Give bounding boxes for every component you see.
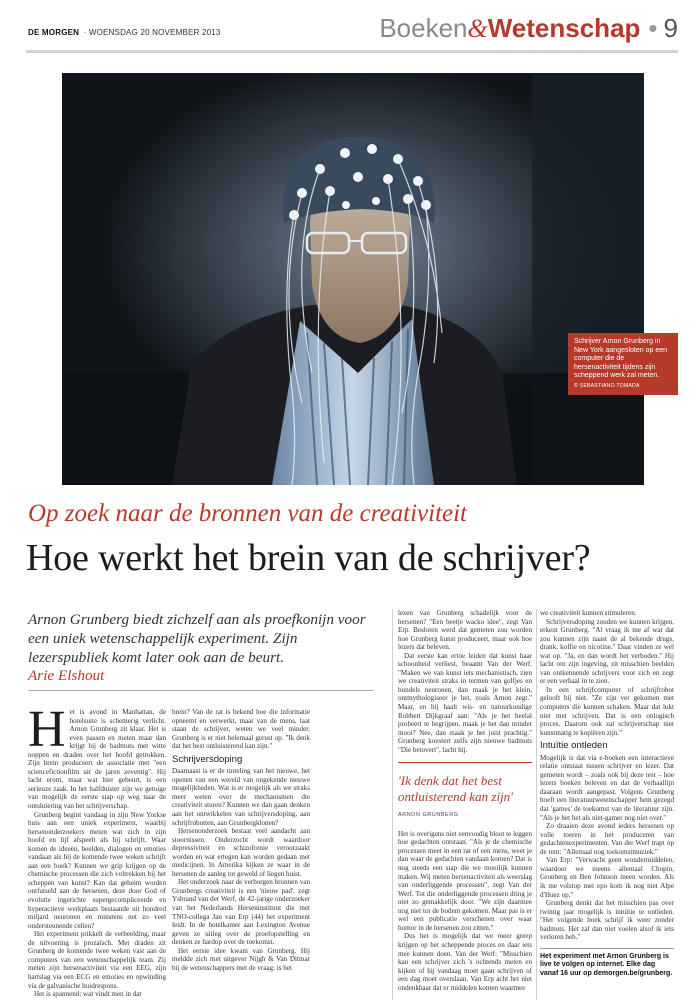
paragraph: Het eerste idee kwam van Grunberg. Hij meldde zich met uitgever Nijgh & Van Ditmar bij de wetenschappers met de vraag: is het <box>172 946 310 972</box>
body-column-2 <box>172 708 310 1000</box>
page-header <box>18 10 680 50</box>
photo-credit: © SEBASTIANO TOMADA <box>574 382 640 389</box>
promo-rule <box>540 948 674 949</box>
body-column-4 <box>540 609 674 1000</box>
column-rule <box>536 609 537 1000</box>
caption-text: Schrijver Arnon Grunberg in New York aangesloten op een computer die de hersenactiviteit tijdens zijn scheppend werk zal meten. <box>574 338 668 380</box>
paragraph: Het is overigens niet eenvoudig bloot te leggen hoe gedachten ontstaan. "Als je de chemische processen meet in een rat of een mens, weet je dan waar de gedachten vandaan komen? Dat is nog steeds een stap die we moeilijk kunnen maken. Wij meten hersenactiviteit als weerslag van onderliggende processen", zegt Van der Werf. Tot die onderliggende processen dring je niet zo gemakkelijk door. "We zijn daarmee nog niet tot de bodem gekomen. Maar pas is er wel een publicatie verschenen over waar humor in de hersenen zou zitten." <box>398 829 532 932</box>
paper-name: DE MORGEN <box>28 28 80 37</box>
issue-date: WOENSDAG 20 NOVEMBER 2013 <box>88 28 221 37</box>
article-kicker: Op zoek naar de bronnen van de creativiteit <box>28 500 468 527</box>
paragraph: Grunberg denkt dat het misschien pas over twintig jaar mogelijk is intuïtie te ontleden. "Het volgende boek schrijf ik weer zonder badmuts. Het zal dan niet voelen alsof ik iets verloren heb." <box>540 899 674 942</box>
byline: Arie Elshout <box>28 667 105 684</box>
pull-quote-author: ARNON GRUNBERG <box>398 812 459 819</box>
photo-caption <box>568 333 678 395</box>
column-rule <box>392 609 393 1000</box>
article-intro: Arnon Grunberg biedt zichzelf aan als proefkonijn voor een uniek wetenschappelijk experiment. Zijn lezerspubliek komt later ook aan de beurt. <box>28 611 366 666</box>
masthead: DE MORGEN · WOENSDAG 20 NOVEMBER 2013 <box>28 28 221 37</box>
pull-quote-text: 'Ik denk dat het best ontluisterend kan zijn' <box>398 773 513 805</box>
paragraph-text: et is avond in Manhattan, de hotelsuite is schemerig verlicht. Arnon Grunberg zit klaar. Het is even passen en meten maar dan krijgt hij de badmuts met witte noppen en draden over het hoofd getrokken. Zijn brein produceert de associatie met "een sciencefictionfilm uit de jaren zeventig". Hij lacht erom, maar wat hier gebeurt, is een serieuze zaak. In het halfduister zijn we getuige van mogelijk de eerste stap op weg naar de ontsluiering van het schrijverschap. <box>28 708 166 811</box>
paragraph: Zo draaien deze avond ieders hersenen op volle toeren in het produceren van gedachtenexperimenten. Van der Werf trapt op de rem: "Allemaal nog toekomstmuziek." <box>540 822 674 856</box>
paragraph: Het is spannend: wat vindt men in dat <box>34 990 142 999</box>
section-part1: Boeken <box>379 13 468 43</box>
paragraph: Dat eerste kan ertoe leiden dat kunst haar schoonheid verliest, beaamt Van der Werf. "Maken we van kunst iets mechanistisch, zien we creativiteit straks in termen van golfjes en bundels neuronen, dan maak je het klein, ontmythologiseer je het, zoals Arnon zegt." Maar, en hij haalt wis- en natuurkundige Robbert Dijkgraaf aan: "Als je het heelal probeert te begrijpen, maak je het dan minder mooi? Nee, dan maak je het juist prachtig." Grunberg koestert zelfs zijn nieuwe badmuts "Die betovert", lacht hij. <box>398 651 532 754</box>
section-part2: Wetenschap <box>487 13 641 43</box>
paragraph: lezen van Grunberg schadelijk voor de hersenen? "Een beetje wacko idee", zegt Van Erp. Besloten werd dat gemeten zou worden hoe Grunberg kunst produceert, maar ook hoe lezers dat beleven. <box>398 609 532 652</box>
photo-illustration <box>62 73 644 485</box>
body-column-1 <box>28 708 166 1000</box>
dropcap: H <box>28 708 66 758</box>
section-title <box>379 12 678 45</box>
pull-quote-rule <box>398 762 532 763</box>
paragraph: Mogelijk is dat via e-boeken een interactieve relatie ontstaat tussen schrijver en lezer. Dat gemeten wordt – zoals ook bij deze test – hoe lezers boeken beleven en dat de verhaallijn daaraan wordt aangepast. Volgens Grunberg hoeft een literatuurwetenschapper hem gezegd dat 'games' de toekomst van de literatuur zijn. "Als je het het als niet-gamer nog niet over." <box>540 753 674 822</box>
eeg-cap-photo <box>62 73 644 485</box>
paragraph: Grunberg begint vandaag in zijn New Yorkse huis aan een uniek experiment, waarbij hersenonderzoekers meten wat zich in zijn hoofd en lijf afspeelt als hij schrijft. Waar komen de ideeën, beelden, dialogen en emoties vandaan als hij de komende twee weken schrijft aan een boek? Kunnen we grip krijgen op de chemische processen die zich voltrekken bij het scheppen van kunst? Kan dat geheim worden ontfutseld aan de hersenen, deze door God of evolutie ingerichte supergecompliceerde en hyperactieve werkplaats bestaande uit honderd miljard neuronen en minstens net zo veel ondersteunende cellen? <box>28 810 166 930</box>
paragraph: we creativiteit kunnen stimuleren. <box>540 609 637 617</box>
section-separator: • <box>648 13 658 43</box>
paragraph: Hersenonderzoek bestaat veel aandacht aan stoornissen. Onderzocht wordt waardoor depressiviteit en schizofrenie veroorzaakt worden en wat ertegen kan worden gedaan met medicijnen. In Amerika kijken ze waar in de hersenen de aanleg tot geweld of liegen huist. <box>172 827 310 878</box>
byline-rule <box>28 690 373 691</box>
header-rule <box>26 50 678 53</box>
paragraph: Schrijversdoping zouden we kunnen krijgen, erkent Grunberg. "Al vraag ik me af wat dat zou kunnen zijn naast de al bekende drugs, drank, koffie en nicotine." Daar vinden ze wel wat op. "Ja, en dan wordt het verboden." Hij lacht om zijn ingeving, zit misschien beelden van ontkennende schrijvers voor zich en zegt er een verhaal in te zien. <box>540 617 674 686</box>
paragraph: brein? Van de rat is bekend hoe die informatie opneemt en verwerkt, maar van de mens, laat staan de schrijver, weten we veel minder. Grunberg is er niet helemaal gerust op. "Ik denk dat het best ontluisterend kan zijn." <box>172 708 310 751</box>
paragraph: Van Erp: "Verwacht geen wondermiddelen, waardoor we ineens allemaal Chopin, Grunberg en Ben Johnson ineen worden. Als ik me volstop met epo kom ik nog niet Alpe d'Huez op." <box>540 856 674 899</box>
paragraph: Het experiment prikkelt de verbeelding, maar de uitvoering is prozaïsch. Met draden zit Grunberg de komende twee weken vast aan de computers van een wetenschappelijk team. Zij meten zijn hersenactiviteit via een EEG, zijn hartslag via een ECG en emoties en opwinding via de galvanische huidrespons. <box>28 930 166 990</box>
paragraph <box>28 708 166 811</box>
section-ampersand: & <box>467 14 488 43</box>
paragraph: Het onderzoek naar de verborgen bronnen van Grunbergs creativiteit is een 'nieuw pad', zegt Ysbrand van der Werf, de 42-jarige onderzoeker van het Nederlands Herseninstituut die met TNO-collega Jan van Erp (44) het experiment leidt. In de hotelkamer aan Lexington Avenue geven ze uitleg over de proefopstelling en denken ze hardop over de toekomst. <box>172 878 310 947</box>
body-column-3 <box>398 609 532 1000</box>
pull-quote <box>398 762 532 820</box>
page-number: 9 <box>663 13 678 43</box>
paragraph: In een schrijfcomputer of schrijfrobot gelooft hij niet. "Ze zijn ver gekomen met computers die kunnen schaken. Maar dat lukt niet met schrijven. Dat is een onlogisch proces. Daarom ook zal schrijverschap niet kunstmatig te kopiëren zijn." <box>540 685 674 737</box>
live-promo: Het experiment met Arnon Grunberg is live te volgen op internet. Elke dag vanaf 16 uur op demorgen.be/grunberg. <box>540 952 673 977</box>
paragraph: Dus het is mogelijk dat we meer greep krijgen op het scheppende proces en daar iets mee kunnen doen. Van der Werf: "Misschien kan een schrijver zich 's ochtends meten en kijken of hij vandaag moet gaan schrijven of een dag moet overslaan. Van Erp acht het niet ondenkbaar dat er middelen komen waarmee <box>398 932 532 992</box>
paragraph: Daarnaast is er de tinteling van het nieuwe, het openen van een wereld van ongekende nieuwe mogelijkheden. Wat is er mogelijk als we straks meer weten over de mechanismen die creativiteit sturen? Kunnen we dan gaan denken aan het ontwikkelen van schrijversdoping, aan schrijfrobotten, aan Grunbergklonen? <box>172 767 310 827</box>
subhead-schrijversdoping: Schrijversdoping <box>172 753 243 765</box>
article-headline: Hoe werkt het brein van de schrijver? <box>26 537 591 579</box>
subhead-intuitie-ontleden: Intuïtie ontleden <box>540 740 608 752</box>
